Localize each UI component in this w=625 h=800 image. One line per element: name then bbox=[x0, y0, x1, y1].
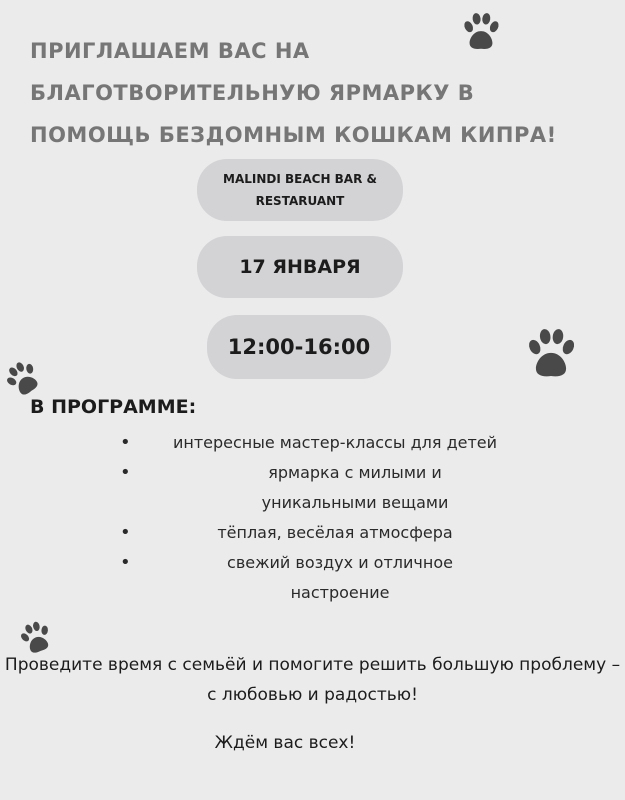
title-line-3: ПОМОЩЬ БЕЗДОМНЫМ КОШКАМ КИПРА! bbox=[30, 123, 557, 147]
closing-text: Проведите время с семьёй и помогите решить большую проблему – с любовью и радостью! bbox=[4, 655, 621, 705]
program-item: • ярмарка с милыми и уникальными вещами bbox=[100, 458, 530, 518]
venue-pill: MALINDI BEACH BAR & RESTARUANT bbox=[197, 159, 403, 221]
title-line-1: ПРИГЛАШАЕМ ВАС НА bbox=[30, 39, 310, 63]
program-item: • тёплая, весёлая атмосфера bbox=[100, 518, 530, 548]
paw-icon bbox=[521, 325, 581, 383]
program-item: • интересные мастер-классы для детей bbox=[100, 428, 530, 458]
program-heading: В ПРОГРАММЕ: bbox=[30, 396, 197, 418]
paw-icon bbox=[4, 360, 42, 398]
time-pill: 12:00-16:00 bbox=[207, 315, 391, 379]
title-line-2: БЛАГОТВОРИТЕЛЬНУЮ ЯРМАРКУ В bbox=[30, 81, 475, 105]
event-title bbox=[30, 30, 625, 156]
signoff-text: Ждём вас всех! bbox=[214, 733, 356, 753]
paw-icon bbox=[458, 10, 504, 54]
program-item: • свежий воздух и отличное настроение bbox=[100, 548, 530, 608]
date-pill: 17 ЯНВАРЯ bbox=[197, 236, 403, 298]
program-list bbox=[100, 428, 530, 608]
